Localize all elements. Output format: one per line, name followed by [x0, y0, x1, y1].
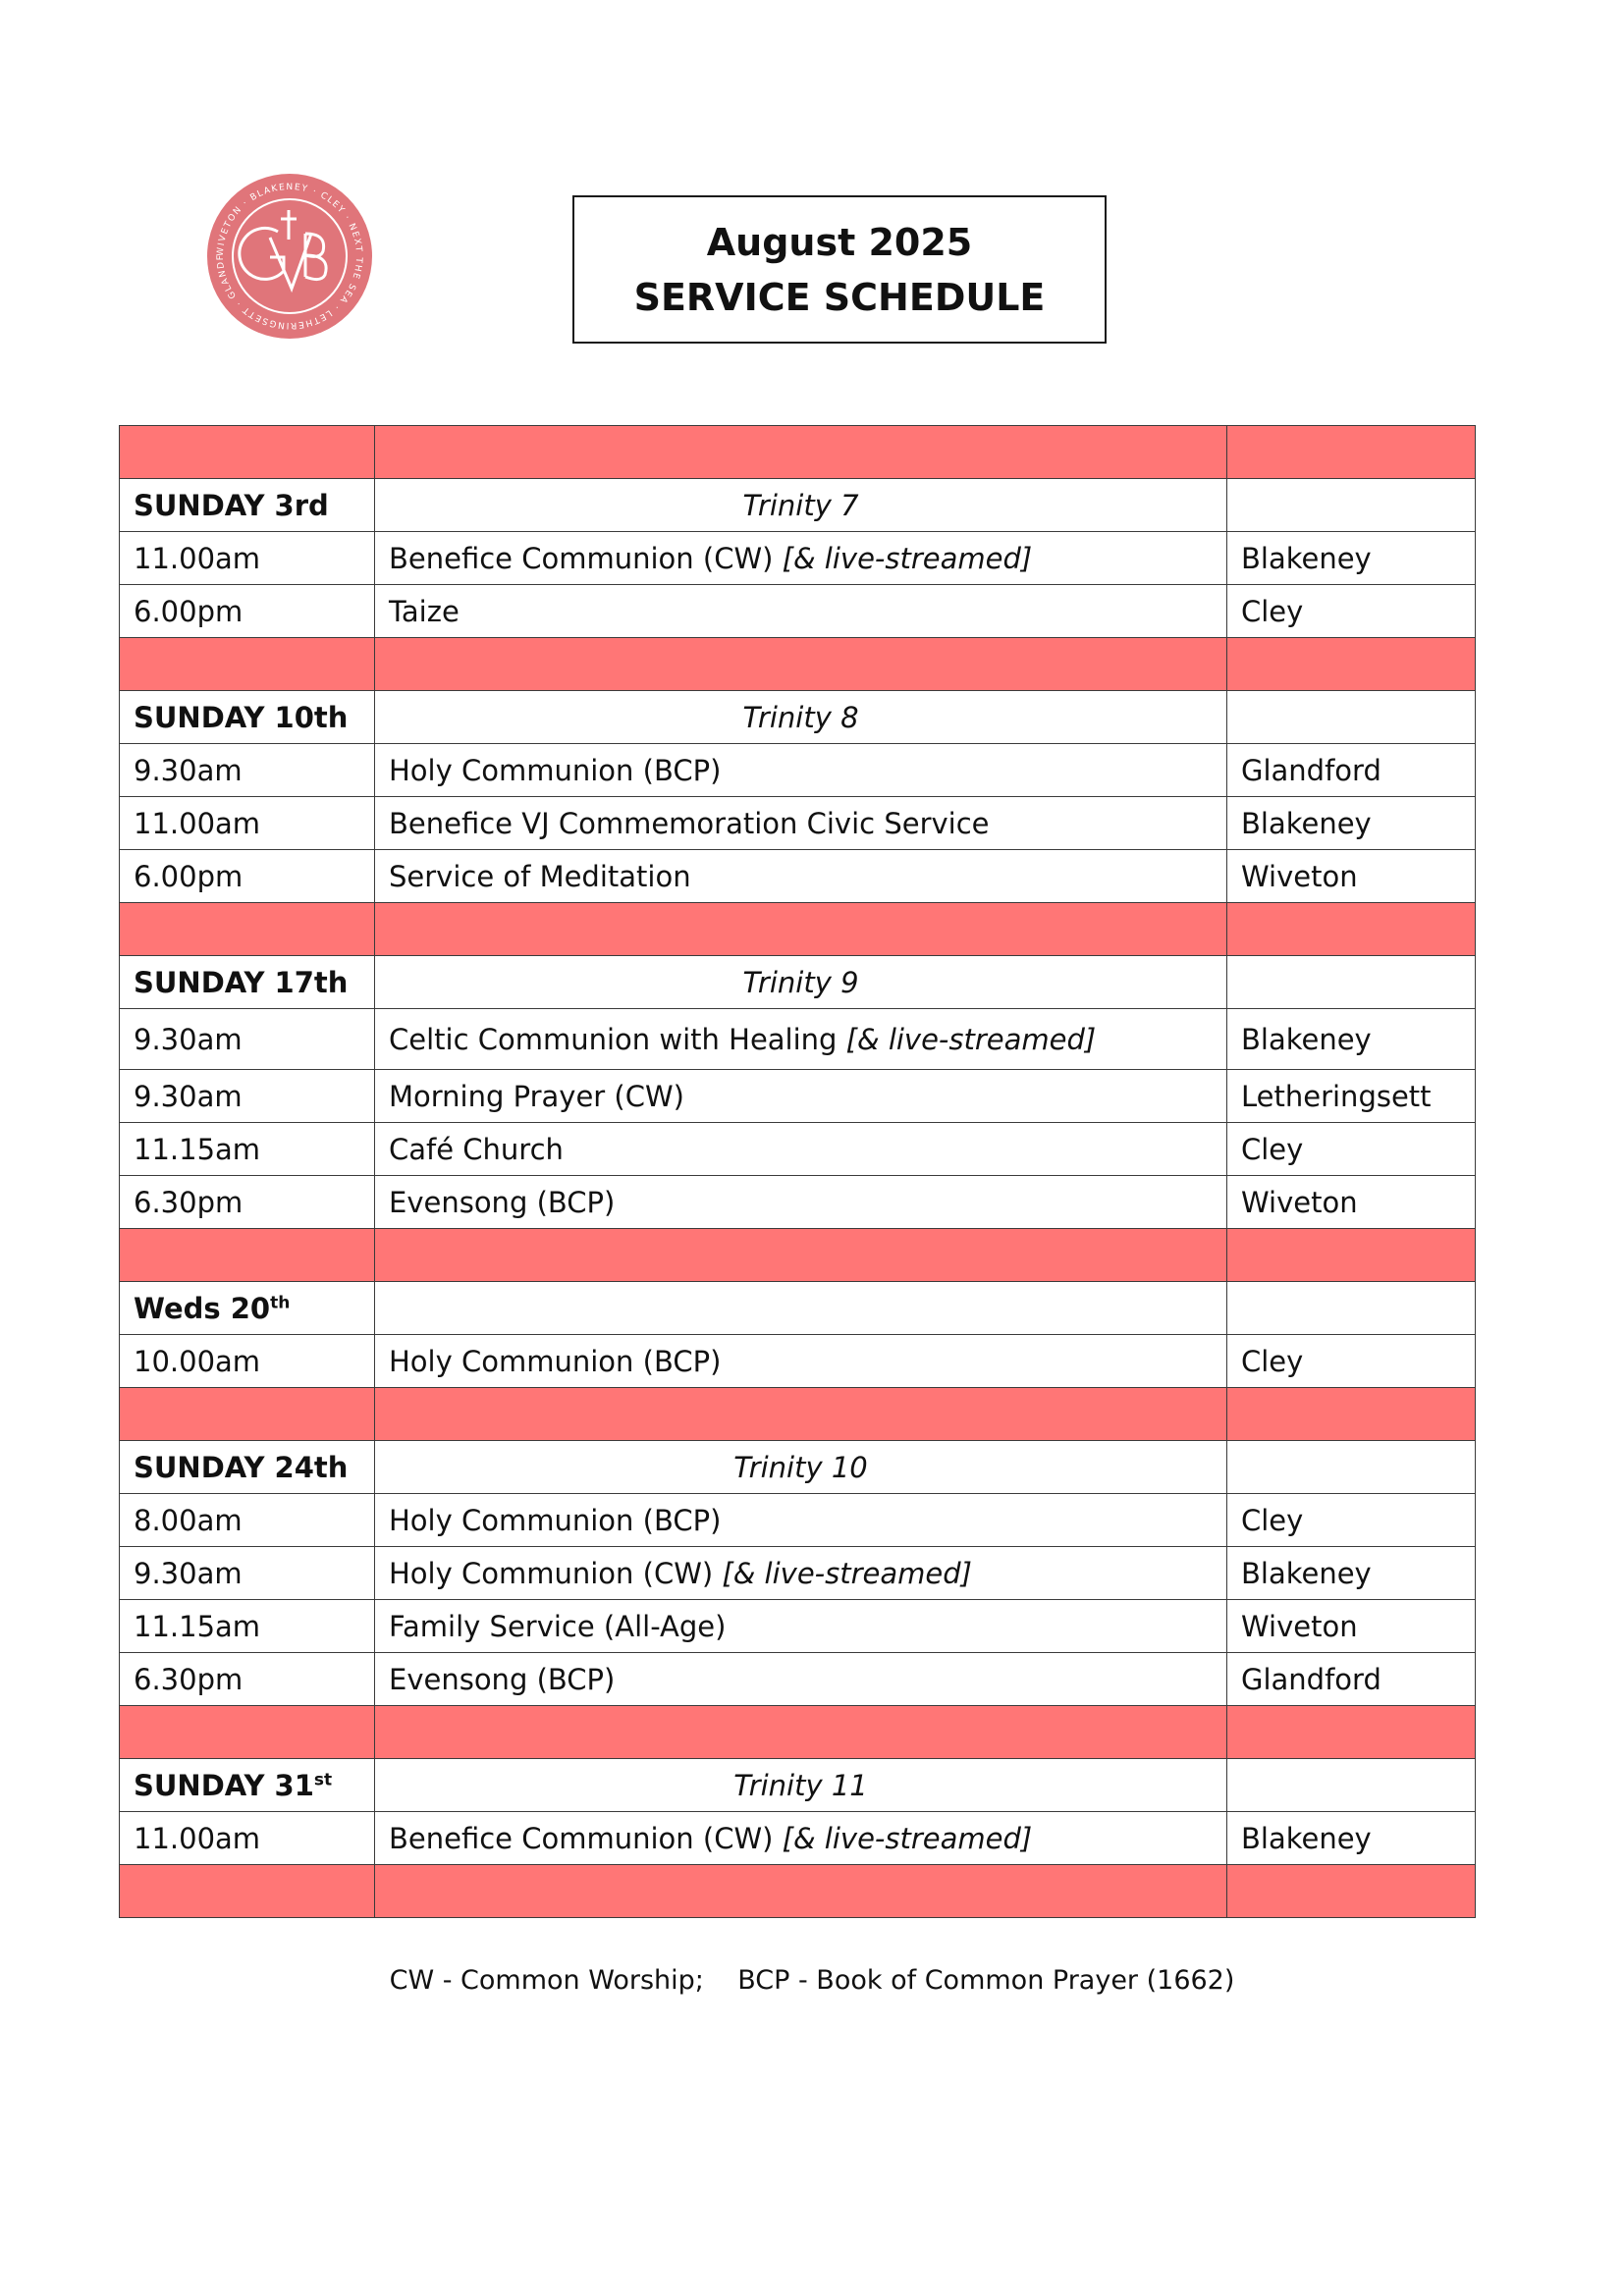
- service-time: 6.30pm: [120, 1653, 375, 1706]
- service-time: 9.30am: [120, 1547, 375, 1600]
- day-label-cell: [120, 1282, 375, 1335]
- livestream-note: [& live-streamed]: [845, 1022, 1097, 1056]
- service-name-cell: [375, 532, 1227, 585]
- service-name: Holy Communion (BCP): [375, 1335, 1227, 1388]
- service-row: [120, 744, 1476, 797]
- service-row: [120, 1009, 1476, 1070]
- benefice-logo: [201, 173, 378, 340]
- service-time: 9.30am: [120, 1070, 375, 1123]
- occasion-label: Trinity 8: [375, 691, 1227, 744]
- day-header-row: [120, 1441, 1476, 1494]
- service-name: Evensong (BCP): [375, 1653, 1227, 1706]
- separator-row: [120, 426, 1476, 479]
- service-name: Evensong (BCP): [375, 1176, 1227, 1229]
- service-row: [120, 1494, 1476, 1547]
- service-place: Cley: [1227, 1335, 1476, 1388]
- service-row: [120, 1070, 1476, 1123]
- occasion-label: Trinity 11: [375, 1759, 1227, 1812]
- service-time: 10.00am: [120, 1335, 375, 1388]
- service-place: Wiveton: [1227, 1600, 1476, 1653]
- livestream-note: [& live-streamed]: [782, 541, 1033, 575]
- service-place: Cley: [1227, 1494, 1476, 1547]
- livestream-note: [& live-streamed]: [722, 1556, 972, 1590]
- title-heading: SERVICE SCHEDULE: [633, 275, 1046, 319]
- day-label: SUNDAY 10th: [120, 691, 375, 744]
- service-row: [120, 1123, 1476, 1176]
- service-name: Benefice Communion (CW): [389, 541, 783, 575]
- day-header-row: [120, 956, 1476, 1009]
- abbreviations-footnote: CW - Common Worship; BCP - Book of Common Prayer (1662): [389, 1965, 1235, 1996]
- service-time: 11.15am: [120, 1600, 375, 1653]
- service-row: [120, 532, 1476, 585]
- day-header-row: [120, 691, 1476, 744]
- service-name-cell: [375, 1812, 1227, 1865]
- service-name: Family Service (All-Age): [375, 1600, 1227, 1653]
- separator-row: [120, 638, 1476, 691]
- day-label: SUNDAY 24th: [120, 1441, 375, 1494]
- service-name: Benefice Communion (CW): [389, 1821, 783, 1855]
- service-place: Cley: [1227, 1123, 1476, 1176]
- service-row: [120, 850, 1476, 903]
- service-time: 6.30pm: [120, 1176, 375, 1229]
- service-name-cell: [375, 1009, 1227, 1070]
- title-month: August 2025: [706, 220, 973, 264]
- service-row: [120, 797, 1476, 850]
- service-name: Celtic Communion with Healing: [389, 1022, 846, 1056]
- service-name: Benefice VJ Commemoration Civic Service: [375, 797, 1227, 850]
- day-label: SUNDAY 17th: [120, 956, 375, 1009]
- service-time: 8.00am: [120, 1494, 375, 1547]
- day-label: SUNDAY 31: [134, 1768, 314, 1802]
- day-suffix: th: [270, 1292, 291, 1312]
- service-schedule-table: [119, 425, 1476, 1918]
- day-label: SUNDAY 3rd: [120, 479, 375, 532]
- service-name: Taize: [375, 585, 1227, 638]
- service-place: Blakeney: [1227, 1009, 1476, 1070]
- service-name: Morning Prayer (CW): [375, 1070, 1227, 1123]
- service-name: Holy Communion (BCP): [375, 1494, 1227, 1547]
- service-place: Blakeney: [1227, 1547, 1476, 1600]
- service-row: [120, 585, 1476, 638]
- schedule-title-box: [572, 195, 1107, 344]
- occasion-label: Trinity 10: [375, 1441, 1227, 1494]
- service-name: Service of Meditation: [375, 850, 1227, 903]
- service-time: 9.30am: [120, 744, 375, 797]
- separator-row: [120, 1229, 1476, 1282]
- occasion-label: Trinity 7: [375, 479, 1227, 532]
- service-place: Blakeney: [1227, 532, 1476, 585]
- service-place: Blakeney: [1227, 1812, 1476, 1865]
- service-row: [120, 1547, 1476, 1600]
- day-header-row: [120, 1282, 1476, 1335]
- service-time: 6.00pm: [120, 850, 375, 903]
- occasion-label: Trinity 9: [375, 956, 1227, 1009]
- service-name: Holy Communion (BCP): [375, 744, 1227, 797]
- separator-row: [120, 1388, 1476, 1441]
- service-time: 11.15am: [120, 1123, 375, 1176]
- service-place: Letheringsett: [1227, 1070, 1476, 1123]
- day-suffix: st: [313, 1769, 333, 1789]
- service-time: 11.00am: [120, 532, 375, 585]
- service-name: Café Church: [375, 1123, 1227, 1176]
- service-name-cell: [375, 1547, 1227, 1600]
- logo-ring-text: WIVETON · BLAKENEY · CLEY · NEXT THE SEA · LETHERINGSETT · GLANDF: [215, 182, 364, 331]
- separator-row: [120, 903, 1476, 956]
- livestream-note: [& live-streamed]: [782, 1821, 1033, 1855]
- service-place: Wiveton: [1227, 1176, 1476, 1229]
- day-header-row: [120, 1759, 1476, 1812]
- day-header-row: [120, 479, 1476, 532]
- separator-row: [120, 1706, 1476, 1759]
- day-label: Weds 20: [134, 1291, 271, 1325]
- service-row: [120, 1335, 1476, 1388]
- day-label-cell: [120, 1759, 375, 1812]
- service-time: 9.30am: [120, 1009, 375, 1070]
- service-time: 11.00am: [120, 797, 375, 850]
- service-place: Blakeney: [1227, 797, 1476, 850]
- service-name: Holy Communion (CW): [389, 1556, 723, 1590]
- service-place: Glandford: [1227, 744, 1476, 797]
- separator-row: [120, 1865, 1476, 1918]
- service-place: Wiveton: [1227, 850, 1476, 903]
- service-time: 11.00am: [120, 1812, 375, 1865]
- service-place: Cley: [1227, 585, 1476, 638]
- service-row: [120, 1600, 1476, 1653]
- service-row: [120, 1653, 1476, 1706]
- service-row: [120, 1812, 1476, 1865]
- service-time: 6.00pm: [120, 585, 375, 638]
- service-place: Glandford: [1227, 1653, 1476, 1706]
- service-row: [120, 1176, 1476, 1229]
